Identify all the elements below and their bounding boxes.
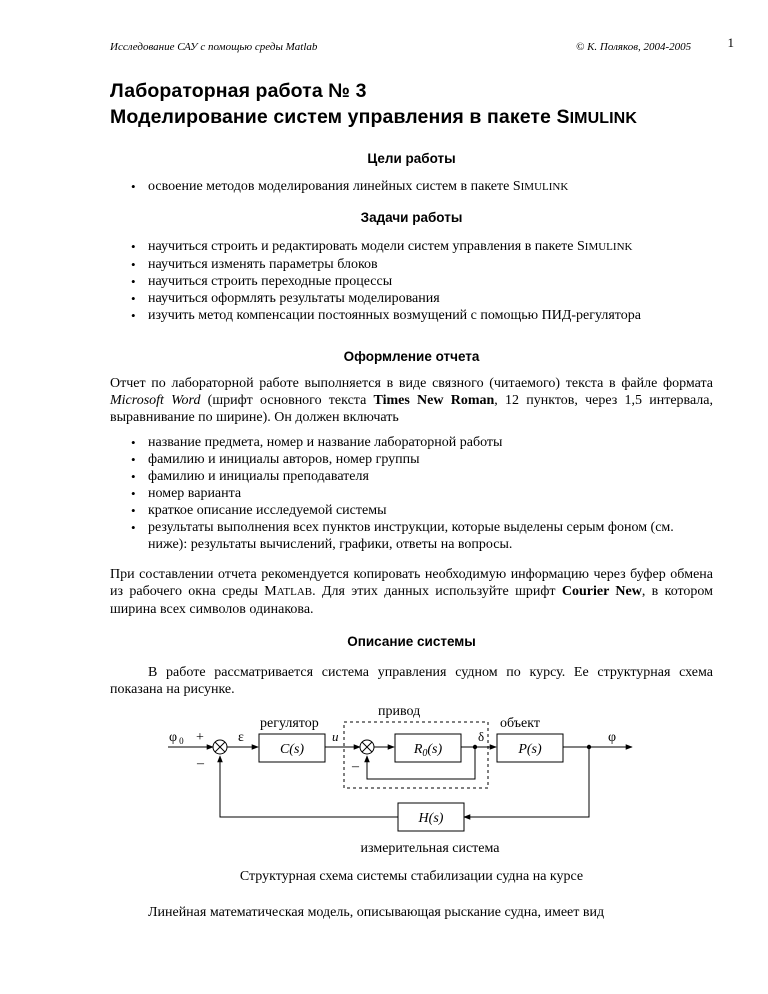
tasks-list — [110, 238, 713, 324]
page-subtitle — [110, 106, 637, 129]
word-name: Microsoft Word — [110, 393, 201, 408]
list-item: • изучить метод компенсации постоянных возмущений с помощью ПИД-регулятора — [110, 307, 713, 324]
label-regulator: регулятор — [260, 716, 319, 731]
goal-text: освоение методов моделирования линейных систем в пакете S — [148, 179, 521, 194]
block-diagram — [0, 700, 768, 860]
input-phi0: φ $_0$ — [169, 730, 184, 746]
task-text: научиться строить и редактировать модели систем управления в пакете S — [148, 239, 585, 254]
subtitle-smallcaps: IMULINK — [569, 110, 637, 127]
u-label: u — [332, 729, 339, 744]
running-header-left: Исследование САУ с помощью среды Matlab — [110, 41, 318, 53]
summing-junction-1 — [213, 740, 227, 754]
epsilon-label: ε — [238, 730, 244, 745]
subtitle-text: Моделирование систем управления в пакете S — [110, 106, 570, 128]
summing-junction-2 — [360, 740, 374, 754]
minus-sign-2: – — [352, 759, 359, 774]
block-h-label: H(s) — [418, 811, 444, 826]
list-item: • краткое описание исследуемой системы — [110, 502, 713, 519]
para-text: . Для этих данных используйте шрифт — [312, 584, 562, 599]
para-text: При составлении отчета рекомендуется копировать необходимую информацию через буфер обмена из рабочего окна среды M — [110, 567, 713, 599]
para-text: , 12 пунктов, через 1,5 интервала, выравнивание по ширине). Он должен включать — [110, 393, 713, 425]
list-item: • фамилию и инициалы авторов, номер группы — [110, 451, 713, 468]
outer-feedback-line-left — [220, 756, 398, 817]
para-text: , в котором ширина всех символов одинакова. — [110, 584, 714, 617]
block-p-label: P(s) — [518, 742, 542, 757]
list-item — [110, 238, 713, 256]
report-paragraph-2 — [110, 566, 713, 618]
task-smallcaps: IMULINK — [584, 241, 633, 253]
list-item: • научиться изменять параметры блоков — [110, 256, 713, 273]
font-name: Courier New — [561, 584, 642, 599]
block-r0-label: $R_0(s)$ — [413, 742, 443, 759]
para-text: (шрифт основного текста — [200, 393, 374, 408]
goal-smallcaps: IMULINK — [520, 181, 569, 193]
list-item — [110, 178, 713, 196]
report-list — [110, 434, 713, 553]
font-name: Times New Roman — [373, 393, 495, 408]
label-drive: привод — [378, 704, 421, 719]
block-c-label: C(s) — [279, 742, 305, 757]
plus-sign: + — [196, 730, 204, 745]
list-item: • научиться строить переходные процессы — [110, 273, 713, 290]
list-item: • номер варианта — [110, 485, 713, 502]
delta-label: δ — [478, 729, 485, 744]
system-heading: Описание системы — [347, 634, 476, 649]
matlab-smallcaps: ATLAB — [276, 586, 313, 598]
label-object: объект — [500, 716, 540, 731]
label-measure: измерительная система — [360, 841, 500, 856]
para-text: Отчет по лабораторной работе выполняется в виде связного (читаемого) текста в файле формата — [110, 376, 713, 391]
phi-output-label: φ — [608, 730, 617, 745]
list-item: • научиться оформлять результаты моделирования — [110, 290, 713, 307]
tasks-heading: Задачи работы — [360, 210, 463, 225]
list-item: • фамилию и инициалы преподавателя — [110, 468, 713, 485]
page-title: Лабораторная работа № 3 — [110, 80, 367, 102]
page-number: 1 — [727, 35, 734, 50]
running-header-right: © К. Поляков, 2004-2005 — [576, 41, 692, 53]
goals-heading: Цели работы — [367, 151, 456, 166]
list-item: • результаты выполнения всех пунктов инструкции, которые выделены серым фоном (см. ниже): результаты вычислений, графики, ответы на вопросы. — [110, 519, 713, 553]
report-paragraph-1 — [110, 375, 713, 426]
goals-list — [110, 178, 713, 196]
list-item: • название предмета, номер и название лабораторной работы — [110, 434, 713, 451]
report-heading: Оформление отчета — [343, 349, 480, 364]
system-paragraph: В работе рассматривается система управления судном по курсу. Ее структурная схема показана на рисунке. — [110, 665, 713, 697]
figure-caption: Структурная схема системы стабилизации судна на курсе — [239, 869, 584, 884]
minus-sign-1: – — [197, 756, 204, 771]
last-line: Линейная математическая модель, описывающая рыскание судна, имеет вид — [148, 905, 605, 920]
